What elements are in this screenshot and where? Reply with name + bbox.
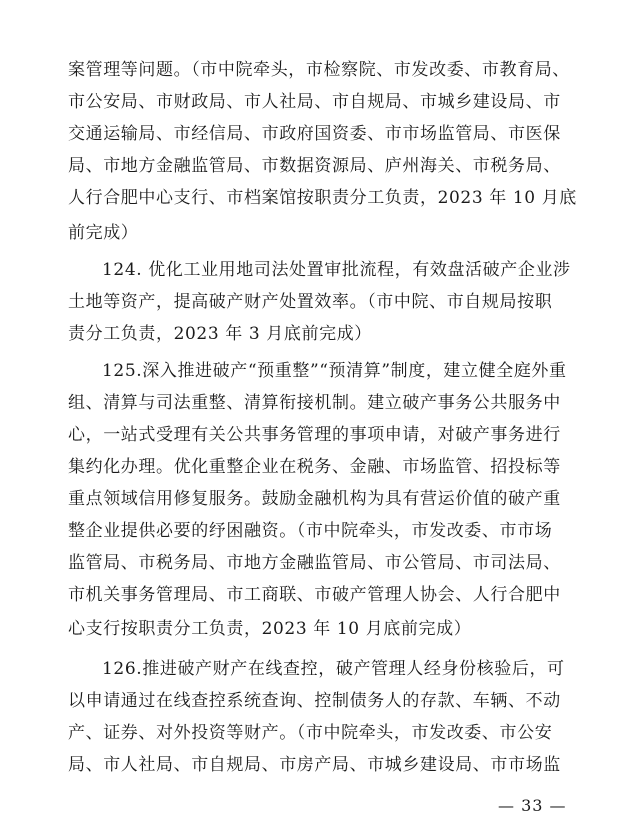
item-124-line-3: 责分工负责，2023 年 3 月底前完成） <box>68 324 372 344</box>
item-125-line-6: 整企业提供必要的纾困融资。（市中院牵头，市发改委、市市场 <box>68 521 553 541</box>
item-126-line-4: 局、市人社局、市自规局、市房产局、市城乡建设局、市市场监 <box>68 755 561 775</box>
item-125-line-4: 集约化办理。优化重整企业在税务、金融、市场监管、招投标等 <box>68 457 561 477</box>
text-line-6: 前完成） <box>68 223 139 243</box>
item-125-line-3: 心，一站式受理有关公共事务管理的事项申请，对破产事务进行 <box>68 425 561 445</box>
page-number: — 33 — <box>498 796 567 815</box>
item-124-line-1: 124. 优化工业用地司法处置审批流程，有效盘活破产企业涉 <box>102 260 571 280</box>
text-line-4: 局、市地方金融监管局、市数据资源局、庐州海关、市税务局、 <box>68 156 561 176</box>
item-125-line-5: 重点领域信用修复服务。鼓励金融机构为具有营运价值的破产重 <box>68 489 561 509</box>
item-125-line-8: 市机关事务管理局、市工商联、市破产管理人协会、人行合肥中 <box>68 585 561 605</box>
item-126-line-1: 126.推进破产财产在线查控，破产管理人经身份核验后，可 <box>102 659 565 679</box>
text-line-5: 人行合肥中心支行、市档案馆按职责分工负责，2023 年 10 月底 <box>68 188 577 208</box>
item-125-line-7: 监管局、市税务局、市地方金融监管局、市公管局、市司法局、 <box>68 553 561 573</box>
item-125-line-1: 125.深入推进破产“预重整”“预清算”制度，建立健全庭外重 <box>102 361 567 381</box>
item-125-line-9: 心支行按职责分工负责，2023 年 10 月底前完成） <box>68 619 472 639</box>
text-line-2: 市公安局、市财政局、市人社局、市自规局、市城乡建设局、市 <box>68 92 561 112</box>
text-line-3: 交通运输局、市经信局、市政府国资委、市市场监管局、市医保 <box>68 124 561 144</box>
item-126-line-3: 产、证券、对外投资等财产。（市中院牵头，市发改委、市公安 <box>68 723 553 743</box>
item-124-line-2: 土地等资产，提高破产财产处置效率。（市中院、市自规局按职 <box>68 292 553 312</box>
item-126-line-2: 以申请通过在线查控系统查询、控制债务人的存款、车辆、不动 <box>68 691 561 711</box>
text-line-1: 案管理等问题。（市中院牵头，市检察院、市发改委、市教育局、 <box>68 60 570 80</box>
item-125-line-2: 组、清算与司法重整、清算衔接机制。建立破产事务公共服务中 <box>68 393 561 413</box>
